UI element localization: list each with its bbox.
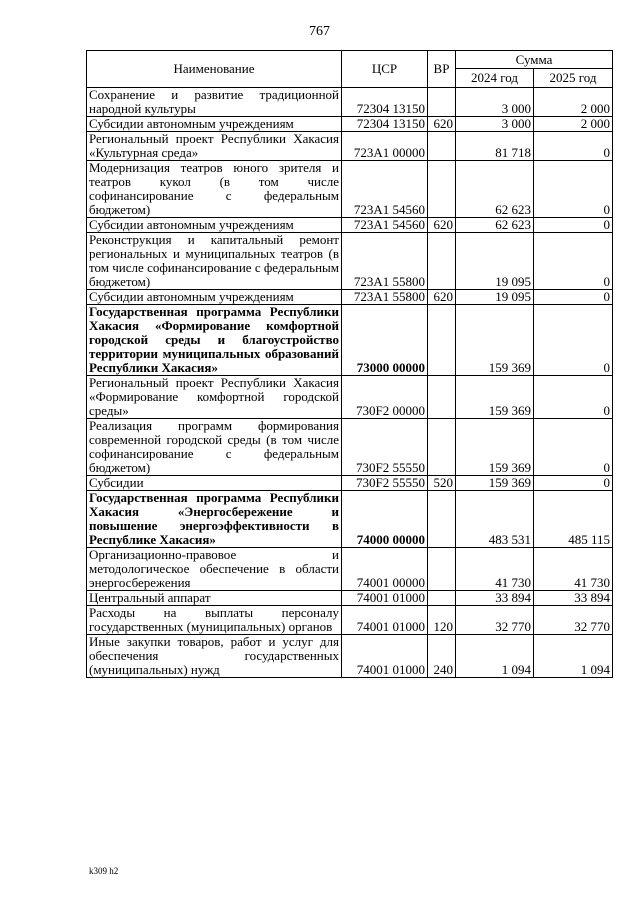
row-name: Реконструкция и капитальный ремонт региональных и муниципальных театров (в том числе софинансирование с федеральным бюджетом) <box>87 233 342 290</box>
row-2025: 0 <box>534 132 613 161</box>
row-2024: 3 000 <box>456 88 534 117</box>
row-2025: 33 894 <box>534 591 613 606</box>
row-2024: 3 000 <box>456 117 534 132</box>
row-name: Центральный аппарат <box>87 591 342 606</box>
row-name: Модернизация театров юного зрителя и театров кукол (в том числе софинансирование с федеральным бюджетом) <box>87 161 342 218</box>
row-csr: 72304 13150 <box>342 117 428 132</box>
row-csr: 74001 01000 <box>342 591 428 606</box>
row-csr: 730F2 55550 <box>342 419 428 476</box>
row-2024: 159 369 <box>456 419 534 476</box>
row-vr <box>428 132 456 161</box>
row-2025: 0 <box>534 376 613 419</box>
row-2025: 1 094 <box>534 635 613 678</box>
row-2024: 483 531 <box>456 491 534 548</box>
row-name: Субсидии автономным учреждениям <box>87 290 342 305</box>
row-2025: 0 <box>534 305 613 376</box>
row-name: Субсидии автономным учреждениям <box>87 117 342 132</box>
row-vr: 620 <box>428 290 456 305</box>
row-vr: 520 <box>428 476 456 491</box>
header-csr: ЦСР <box>342 51 428 88</box>
row-vr <box>428 376 456 419</box>
row-2024: 159 369 <box>456 376 534 419</box>
footer-code: k309 h2 <box>89 866 119 876</box>
row-vr <box>428 88 456 117</box>
table-row <box>87 419 613 476</box>
row-2024: 62 623 <box>456 218 534 233</box>
row-csr: 74001 01000 <box>342 635 428 678</box>
row-csr: 723А1 00000 <box>342 132 428 161</box>
row-2024: 19 095 <box>456 233 534 290</box>
row-2025: 0 <box>534 218 613 233</box>
row-2024: 159 369 <box>456 305 534 376</box>
table-header <box>87 51 613 88</box>
table-row <box>87 591 613 606</box>
row-2025: 0 <box>534 290 613 305</box>
row-2025: 0 <box>534 419 613 476</box>
table-row <box>87 606 613 635</box>
table-row <box>87 635 613 678</box>
row-csr: 730F2 00000 <box>342 376 428 419</box>
row-2025: 0 <box>534 233 613 290</box>
header-year-2024: 2024 год <box>456 69 534 88</box>
header-name: Наименование <box>87 51 342 88</box>
table-row <box>87 290 613 305</box>
row-2025: 0 <box>534 476 613 491</box>
row-vr: 240 <box>428 635 456 678</box>
header-year-2025: 2025 год <box>534 69 613 88</box>
row-name: Реализация программ формирования современной городской среды (в том числе софинансирование с федеральным бюджетом) <box>87 419 342 476</box>
row-vr <box>428 548 456 591</box>
table-row <box>87 548 613 591</box>
row-csr: 74001 00000 <box>342 548 428 591</box>
row-vr <box>428 233 456 290</box>
row-name: Субсидии <box>87 476 342 491</box>
table-row <box>87 476 613 491</box>
row-2025: 2 000 <box>534 117 613 132</box>
row-2025: 0 <box>534 161 613 218</box>
row-name: Региональный проект Республики Хакасия «Культурная среда» <box>87 132 342 161</box>
row-name: Иные закупки товаров, работ и услуг для обеспечения государственных (муниципальных) нужд <box>87 635 342 678</box>
row-2025: 41 730 <box>534 548 613 591</box>
page-number: 767 <box>309 24 330 39</box>
row-csr: 723А1 55800 <box>342 233 428 290</box>
row-csr: 74001 01000 <box>342 606 428 635</box>
table-row <box>87 233 613 290</box>
row-vr <box>428 591 456 606</box>
row-vr: 620 <box>428 117 456 132</box>
row-name: Сохранение и развитие традиционной народной культуры <box>87 88 342 117</box>
row-csr: 723А1 54560 <box>342 218 428 233</box>
row-2025: 2 000 <box>534 88 613 117</box>
table-row <box>87 376 613 419</box>
row-csr: 730F2 55550 <box>342 476 428 491</box>
row-2024: 41 730 <box>456 548 534 591</box>
row-csr: 723А1 55800 <box>342 290 428 305</box>
table-row <box>87 218 613 233</box>
row-vr: 120 <box>428 606 456 635</box>
row-2024: 159 369 <box>456 476 534 491</box>
table-row <box>87 161 613 218</box>
row-csr: 72304 13150 <box>342 88 428 117</box>
row-vr <box>428 161 456 218</box>
row-name: Субсидии автономным учреждениям <box>87 218 342 233</box>
row-name: Расходы на выплаты персоналу государственных (муниципальных) органов <box>87 606 342 635</box>
table-row <box>87 491 613 548</box>
row-2024: 62 623 <box>456 161 534 218</box>
table-row <box>87 88 613 117</box>
row-name: Организационно-правовое и методологическое обеспечение в области энергосбережения <box>87 548 342 591</box>
table-body <box>87 88 613 678</box>
row-2024: 1 094 <box>456 635 534 678</box>
header-vr: ВР <box>428 51 456 88</box>
row-2024: 81 718 <box>456 132 534 161</box>
table-row <box>87 132 613 161</box>
row-2024: 32 770 <box>456 606 534 635</box>
row-vr <box>428 419 456 476</box>
row-name: Государственная программа Республики Хакасия «Формирование комфортной городской среды и благоустройство территории муниципальных образований Республики Хакасия» <box>87 305 342 376</box>
row-csr: 723А1 54560 <box>342 161 428 218</box>
table-row <box>87 117 613 132</box>
row-2025: 485 115 <box>534 491 613 548</box>
row-2025: 32 770 <box>534 606 613 635</box>
row-vr: 620 <box>428 218 456 233</box>
row-vr <box>428 491 456 548</box>
row-2024: 19 095 <box>456 290 534 305</box>
row-vr <box>428 305 456 376</box>
row-name: Региональный проект Республики Хакасия «Формирование комфортной городской среды» <box>87 376 342 419</box>
row-name: Государственная программа Республики Хакасия «Энергосбережение и повышение энергоэффективности в Республике Хакасия» <box>87 491 342 548</box>
row-csr: 73000 00000 <box>342 305 428 376</box>
header-sum: Сумма <box>456 51 613 69</box>
table-row <box>87 305 613 376</box>
row-csr: 74000 00000 <box>342 491 428 548</box>
budget-table <box>86 50 613 678</box>
row-2024: 33 894 <box>456 591 534 606</box>
